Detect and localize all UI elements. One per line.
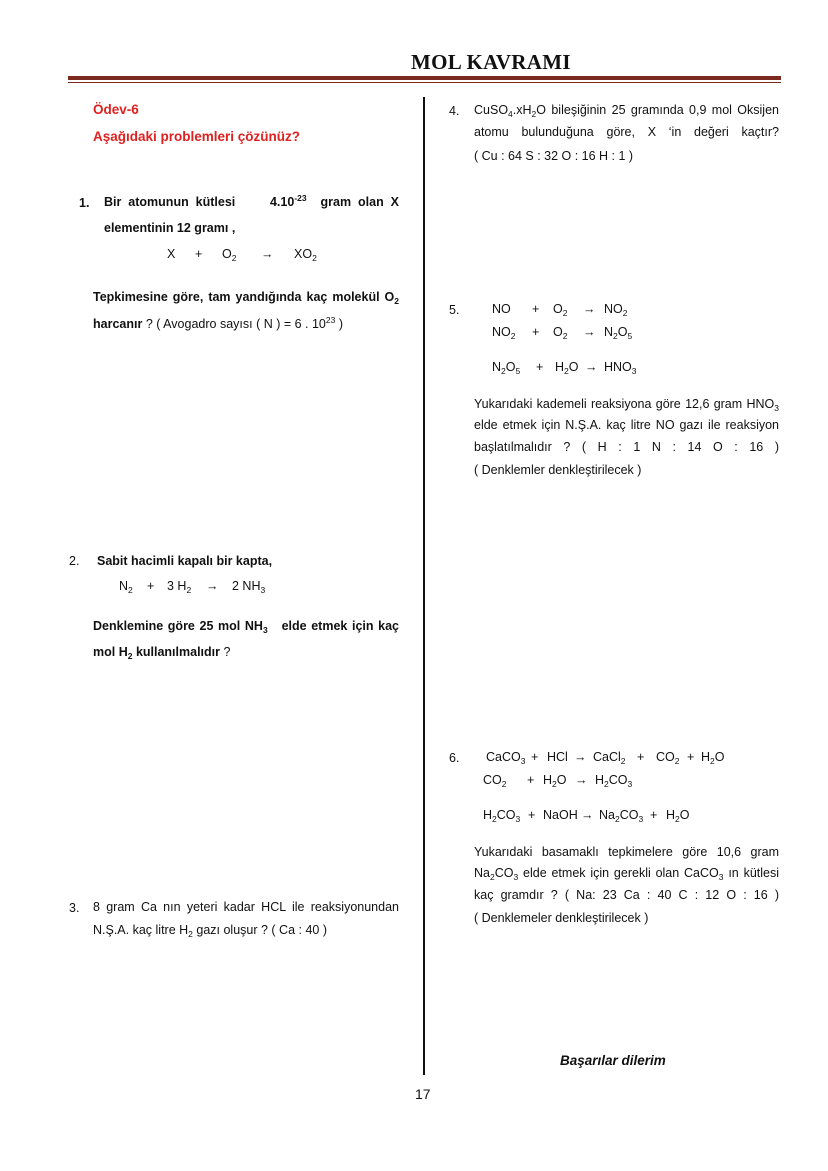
q1-line4: harcanır ? ( Avogadro sayısı ( N ) = 6 . $10^{23}$ )	[93, 315, 343, 331]
q6-line4: ( Denklemeler denkleştirilecek )	[474, 911, 649, 925]
q5-line1: Yukarıdaki kademeli reaksiyona göre 12,6 gram $HNO_3$	[474, 397, 779, 413]
page-number: 17	[415, 1086, 431, 1102]
q3-number: 3.	[69, 901, 80, 915]
q6-line2: $Na_2CO_3$ elde etmek için gerekli olan CaCO$_3$ ın kütlesi	[474, 866, 780, 882]
q5-number: 5.	[449, 303, 460, 317]
q6-line1: Yukarıdaki basamaklı tepkimelere göre 10,6 gram	[474, 845, 779, 859]
q3-line1: 8 gram Ca nın yeteri kadar HCL ile reaksiyonundan	[93, 900, 399, 914]
header-rule-thick	[68, 76, 781, 80]
q2-line2: Denklemine göre 25 mol $NH_3$ elde etmek için kaç	[93, 619, 399, 635]
q5-line4: ( Denklemler denkleştirilecek )	[474, 463, 642, 477]
page-title: MOL KAVRAMI	[411, 50, 571, 74]
q5-line2: elde etmek için N.Ş.A. kaç litre NO gazı ile reaksiyon	[474, 418, 779, 432]
q6-line3: kaç gramdır ? ( Na: 23 Ca : 40 C : 12 O : 16 )	[474, 888, 779, 902]
q5-line3: başlatılmalıdır ? ( H : 1 N : 14 O : 16 )	[474, 440, 779, 454]
q5-equation-3: $N_2O_5$ + $H_2O$ → $HNO_3$	[492, 360, 637, 376]
q2-equation: $N_2$ + 3 $H_2$ → 2 $NH_3$	[119, 579, 266, 595]
q5-equation-2: $NO_2$ + $O_2$ → $N_2O_5$	[492, 325, 633, 341]
homework-title: Ödev-6	[93, 102, 139, 117]
header-rule-thin	[68, 82, 781, 83]
q6-number: 6.	[449, 751, 460, 765]
q1-equation: X + $O_2$ → $XO_2$	[167, 247, 317, 263]
q6-equation-2: $CO_2$ + $H_2O$ → $H_2CO_3$	[483, 773, 633, 789]
q3-line2: N.Ş.A. kaç litre $H_2$ gazı oluşur ? ( Ca : 40 )	[93, 923, 327, 939]
q2-number: 2.	[69, 554, 80, 568]
q6-equation-3: $H_2CO_3$ + NaOH → $Na_2CO_3$ + $H_2O$	[483, 808, 690, 824]
q1-number: 1.	[79, 196, 90, 210]
q4-line1: $CuSO_4.xH_2O$ bileşiğinin 25 gramında 0,9 mol Oksijen	[474, 103, 779, 119]
homework-instruction: Aşağıdaki problemleri çözünüz?	[93, 129, 301, 144]
q5-equation-1: NO + $O_2$ → $NO_2$	[492, 302, 628, 318]
q1-line3: Tepkimesine göre, tam yandığında kaç molekül $O_2$	[93, 290, 399, 306]
column-divider	[423, 97, 425, 1075]
q4-number: 4.	[449, 104, 460, 118]
q4-line3: ( Cu : 64 S : 32 O : 16 H : 1 )	[474, 149, 634, 163]
q2-line1: Sabit hacimli kapalı bir kapta,	[97, 554, 273, 568]
q1-line2: elementinin 12 gramı ,	[104, 221, 236, 235]
q1-line1: Bir atomunun kütlesi $4.10^{-23}$ gram olan X	[104, 193, 399, 209]
q4-line2: atomu bulunduğuna göre, X ‘in değeri kaçtır?	[474, 125, 779, 139]
closing-wish: Başarılar dilerim	[560, 1053, 666, 1068]
q6-equation-1: CaCO$_3$ + HCl → CaCl$_2$ + $CO_2$ + $H_2O$	[486, 750, 725, 766]
q2-line3: mol $H_2$ kullanılmalıdır ?	[93, 645, 231, 661]
